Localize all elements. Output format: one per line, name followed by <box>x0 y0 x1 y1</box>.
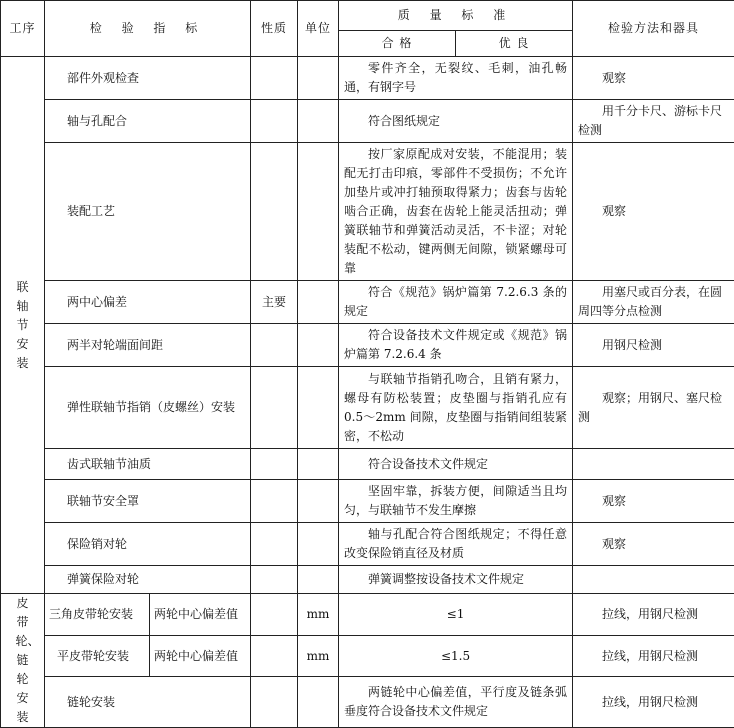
method-cell <box>573 143 734 281</box>
method-cell <box>573 635 734 677</box>
table-row <box>1 367 734 449</box>
nature-cell <box>251 449 298 480</box>
unit-cell <box>298 281 339 324</box>
unit-cell <box>298 566 339 594</box>
process-label: 联轴节安装 <box>16 278 30 373</box>
method-text: 观察 <box>578 492 729 511</box>
unit-cell <box>298 57 339 100</box>
nature-cell <box>251 367 298 449</box>
unit-cell <box>298 677 339 728</box>
header-unit: 单位 <box>298 1 339 57</box>
method-text: 拉线，用钢尺检测 <box>578 647 729 666</box>
method-text: 拉线，用钢尺检测 <box>578 605 729 624</box>
header-excellent: 优 良 <box>456 31 573 57</box>
unit-cell: mm <box>298 594 339 636</box>
standard-cell <box>339 367 573 449</box>
table-row <box>1 143 734 281</box>
nature-cell <box>251 523 298 566</box>
method-cell <box>573 57 734 100</box>
standard-text: 坚固牢靠，拆装方便，间隙适当且均匀，与联轴节不发生摩擦 <box>344 482 567 520</box>
nature-cell <box>251 594 298 636</box>
standard-cell: ≤1.5 <box>339 635 573 677</box>
header-method: 检验方法和器具 <box>573 1 734 57</box>
method-text: 用千分卡尺、游标卡尺检测 <box>578 102 729 140</box>
table-row <box>1 566 734 594</box>
table-row <box>1 523 734 566</box>
standard-text: 符合《规范》锅炉篇第 7.2.6.3 条的规定 <box>344 283 567 321</box>
header-quality-standard: 质 量 标 准 <box>339 1 573 31</box>
standard-text: 零件齐全，无裂纹、毛刺，油孔畅通，有钢字号 <box>344 59 567 97</box>
item-cell: 三角皮带轮安装 <box>45 594 150 636</box>
table-row <box>1 677 734 728</box>
standard-text: 按厂家原配成对安装，不能混用；装配无打击印痕，零部件不受损伤；不允许加垫片或冲打轴预取得紧力；齿套与齿轮啮合正确，齿套在齿轮上能灵活扭动；弹簧联轴节和弹簧活动灵活，不卡涩；对轮装配不松动，键两侧无间隙，锁紧螺母可靠 <box>344 145 567 278</box>
item-cell: 弹性联轴节指销（皮螺丝）安装 <box>45 367 251 449</box>
unit-cell <box>298 480 339 523</box>
item-cell: 两半对轮端面间距 <box>45 324 251 367</box>
standard-text: 弹簧调整按设备技术文件规定 <box>344 570 567 589</box>
item-cell: 齿式联轴节油质 <box>45 449 251 480</box>
standard-cell <box>339 324 573 367</box>
process-label: 皮带轮、链轮安装 <box>16 594 30 727</box>
table-row <box>1 635 734 677</box>
unit-cell <box>298 143 339 281</box>
method-text: 拉线，用钢尺检测 <box>578 693 729 712</box>
unit-cell <box>298 523 339 566</box>
item-cell: 联轴节安全罩 <box>45 480 251 523</box>
item-cell: 两中心偏差 <box>45 281 251 324</box>
sub-item-cell: 两轮中心偏差值 <box>150 635 251 677</box>
nature-cell <box>251 57 298 100</box>
item-cell: 链轮安装 <box>45 677 251 728</box>
item-cell: 部件外观检查 <box>45 57 251 100</box>
standard-text: 轴与孔配合符合图纸规定；不得任意改变保险销直径及材质 <box>344 525 567 563</box>
item-cell: 装配工艺 <box>45 143 251 281</box>
nature-cell: 主要 <box>251 281 298 324</box>
unit-cell <box>298 449 339 480</box>
nature-cell <box>251 143 298 281</box>
standard-cell <box>339 143 573 281</box>
item-cell: 轴与孔配合 <box>45 100 251 143</box>
standard-cell: ≤1 <box>339 594 573 636</box>
item-cell: 平皮带轮安装 <box>45 635 150 677</box>
process-cell-pulley <box>1 594 45 728</box>
standard-text: 符合图纸规定 <box>344 112 567 131</box>
method-cell <box>573 281 734 324</box>
method-cell <box>573 449 734 480</box>
standard-cell <box>339 480 573 523</box>
unit-cell: mm <box>298 635 339 677</box>
table-row <box>1 594 734 636</box>
table-row <box>1 449 734 480</box>
nature-cell <box>251 480 298 523</box>
process-cell-coupling <box>1 57 45 594</box>
method-text: 观察 <box>578 69 729 88</box>
method-cell <box>573 566 734 594</box>
standard-text: 符合设备技术文件规定或《规范》锅炉篇第 7.2.6.4 条 <box>344 326 567 364</box>
standard-text: 符合设备技术文件规定 <box>344 455 567 474</box>
table-row <box>1 480 734 523</box>
item-cell: 弹簧保险对轮 <box>45 566 251 594</box>
standard-text: 两链轮中心偏差值，平行度及链条弧垂度符合设备技术文件规定 <box>344 683 567 721</box>
nature-cell <box>251 324 298 367</box>
standard-cell <box>339 523 573 566</box>
nature-cell <box>251 100 298 143</box>
method-text: 观察 <box>578 535 729 554</box>
header-process: 工序 <box>1 1 45 57</box>
table-row <box>1 100 734 143</box>
unit-cell <box>298 324 339 367</box>
nature-cell <box>251 566 298 594</box>
method-cell <box>573 677 734 728</box>
method-cell <box>573 324 734 367</box>
nature-cell <box>251 677 298 728</box>
method-cell <box>573 100 734 143</box>
method-text: 观察；用钢尺、塞尺检测 <box>578 389 729 427</box>
standard-text: 与联轴节指销孔吻合，且销有紧力，螺母有防松装置；皮垫圈与指销孔应有 0.5～2mm 间隙，皮垫圈与指销间组装紧密，不松动 <box>344 370 567 446</box>
unit-cell <box>298 367 339 449</box>
method-cell <box>573 367 734 449</box>
standard-cell <box>339 449 573 480</box>
method-text: 用钢尺检测 <box>578 336 729 355</box>
nature-cell <box>251 635 298 677</box>
method-text: 用塞尺或百分表，在圆周四等分点检测 <box>578 283 729 321</box>
unit-cell <box>298 100 339 143</box>
table-row <box>1 281 734 324</box>
method-text: 观察 <box>578 202 729 221</box>
standard-cell <box>339 57 573 100</box>
standard-cell <box>339 281 573 324</box>
standard-cell <box>339 100 573 143</box>
header-nature: 性质 <box>251 1 298 57</box>
method-cell <box>573 523 734 566</box>
sub-item-cell: 两轮中心偏差值 <box>150 594 251 636</box>
method-cell <box>573 594 734 636</box>
method-cell <box>573 480 734 523</box>
standard-cell <box>339 566 573 594</box>
item-cell: 保险销对轮 <box>45 523 251 566</box>
table-row <box>1 324 734 367</box>
standard-cell <box>339 677 573 728</box>
table-row <box>1 57 734 100</box>
header-indicator: 检 验 指 标 <box>45 1 251 57</box>
header-qualified: 合 格 <box>339 31 456 57</box>
